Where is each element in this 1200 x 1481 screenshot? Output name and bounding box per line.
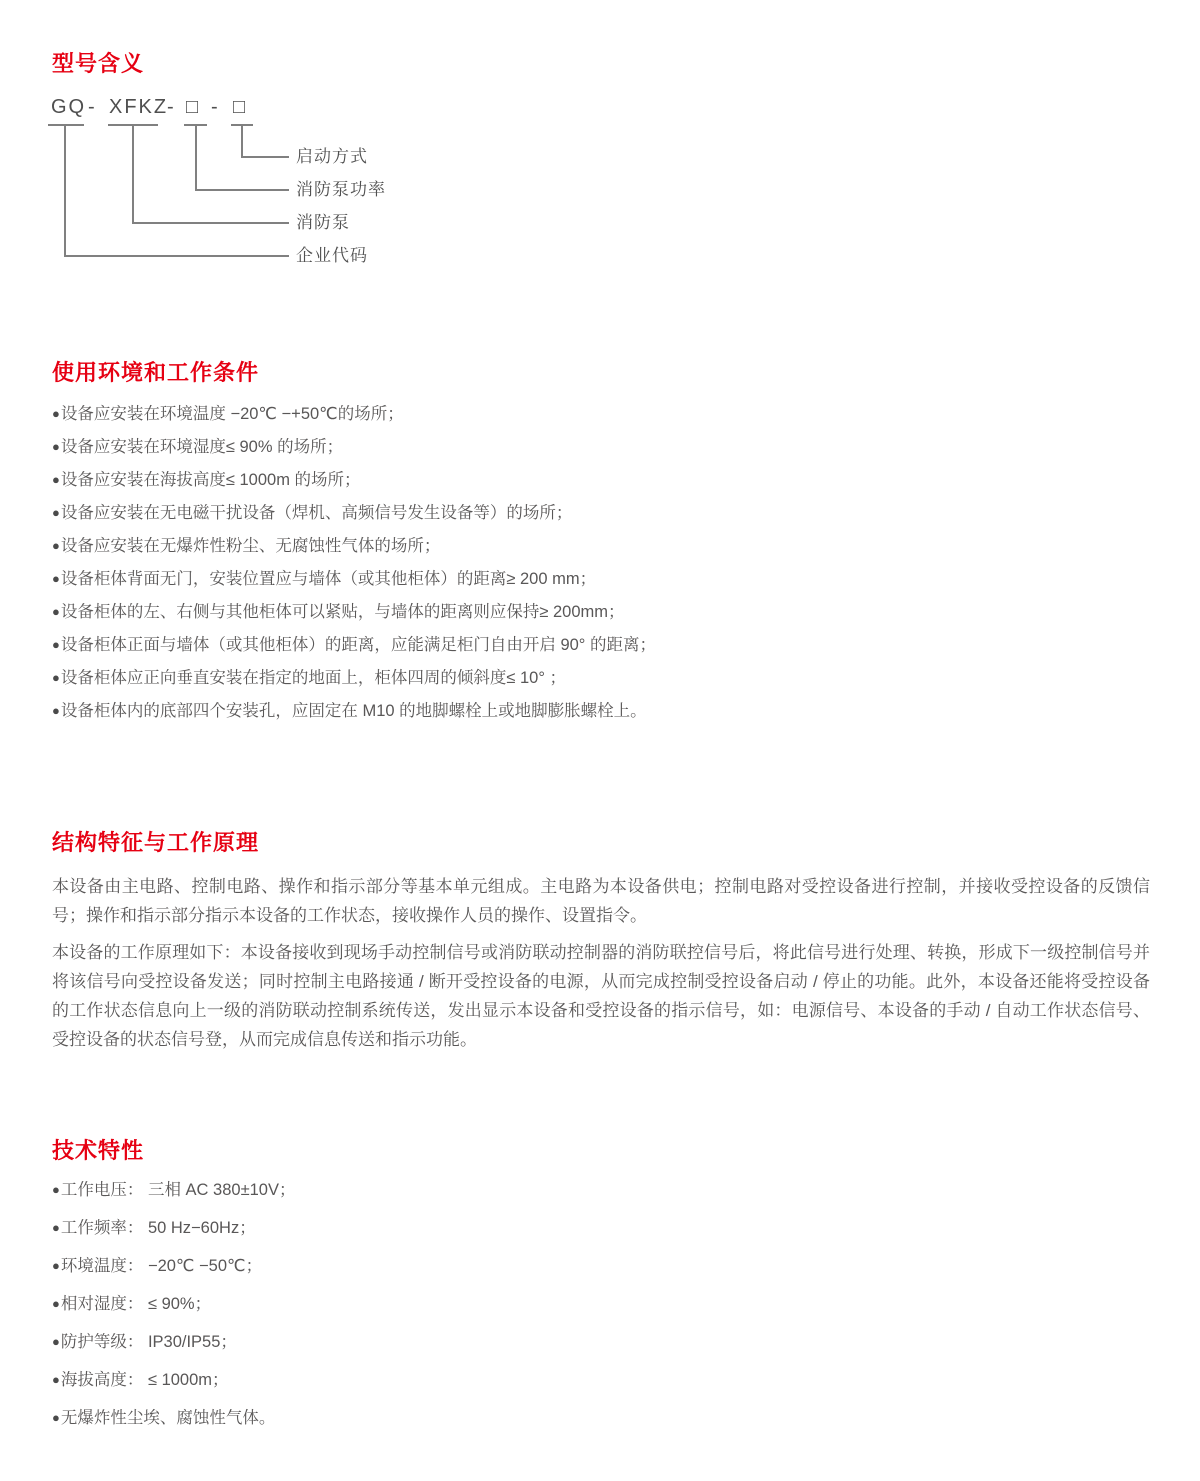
bullet-icon: ● xyxy=(52,1182,60,1197)
bullet-text: 工作频率： 50 Hz−60Hz； xyxy=(60,1219,256,1237)
label-pump-power: 消防泵功率 xyxy=(296,180,386,199)
connector-line xyxy=(195,189,289,191)
bullet-icon: ● xyxy=(52,637,60,652)
bullet-text: 设备应安装在无电磁干扰设备（焊机、高频信号发生设备等）的场所； xyxy=(60,504,573,522)
bullet-text: 无爆炸性尘埃、腐蚀性气体。 xyxy=(60,1409,276,1427)
model-placeholder-box: □ xyxy=(186,96,201,118)
bullet-text: 工作电压： 三相 AC 380±10V； xyxy=(60,1181,296,1199)
bullet-text: 设备应安装在海拔高度≤ 1000m 的场所； xyxy=(60,471,361,489)
model-meaning-title: 型号含义 xyxy=(52,51,145,76)
connector-line xyxy=(195,124,197,191)
list-item xyxy=(52,471,1162,489)
bullet-icon: ● xyxy=(52,1258,60,1273)
connector-line xyxy=(241,124,243,158)
list-item xyxy=(52,702,1162,720)
label-company-code: 企业代码 xyxy=(296,246,368,265)
bullet-icon: ● xyxy=(52,703,60,718)
connector-line xyxy=(64,255,289,257)
bullet-text: 相对湿度： ≤ 90%； xyxy=(60,1295,212,1313)
environment-conditions-list xyxy=(52,405,1162,735)
model-placeholder-box: □ xyxy=(233,96,248,118)
bullet-text: 设备应安装在无爆炸性粉尘、无腐蚀性气体的场所； xyxy=(60,537,441,555)
bullet-icon: ● xyxy=(52,670,60,685)
bullet-text: 设备柜体正面与墙体（或其他柜体）的距离，应能满足柜门自由开启 90° 的距离； xyxy=(60,636,656,654)
model-code-separator: - xyxy=(167,96,176,118)
label-pump: 消防泵 xyxy=(296,213,350,232)
label-start-mode: 启动方式 xyxy=(296,147,368,166)
list-item xyxy=(52,1181,1162,1199)
bullet-icon: ● xyxy=(52,1410,60,1425)
structure-principle-title: 结构特征与工作原理 xyxy=(52,830,260,855)
bullet-icon: ● xyxy=(52,1296,60,1311)
list-item xyxy=(52,1219,1162,1237)
bullet-icon: ● xyxy=(52,1372,60,1387)
model-code-diagram xyxy=(0,96,620,296)
bullet-icon: ● xyxy=(52,472,60,487)
list-item xyxy=(52,1371,1162,1389)
bullet-icon: ● xyxy=(52,571,60,586)
bullet-text: 设备柜体内的底部四个安装孔，应固定在 M10 的地脚螺栓上或地脚膨胀螺栓上。 xyxy=(60,702,647,720)
list-item xyxy=(52,504,1162,522)
bullet-text: 设备柜体应正向垂直安装在指定的地面上，柜体四周的倾斜度≤ 10° ； xyxy=(60,669,567,687)
connector-line xyxy=(64,124,66,257)
structure-principle-text xyxy=(52,872,1150,1054)
model-code-company: GQ xyxy=(51,96,87,118)
paragraph: 本设备由主电路、控制电路、操作和指示部分等基本单元组成。主电路为本设备供电；控制电路对受控设备进行控制，并接收受控设备的反馈信号；操作和指示部分指示本设备的工作状态，接收操作人员的操作、设置指令。 xyxy=(52,877,1150,925)
connector-line xyxy=(132,124,134,224)
bullet-text: 海拔高度： ≤ 1000m； xyxy=(60,1371,229,1389)
underline xyxy=(48,124,84,126)
bullet-icon: ● xyxy=(52,406,60,421)
tech-characteristics-list xyxy=(52,1181,1162,1447)
model-code-product: XFKZ xyxy=(109,96,169,118)
bullet-text: 环境温度： −20℃ −50℃； xyxy=(60,1257,263,1275)
bullet-text: 设备柜体的左、右侧与其他柜体可以紧贴，与墙体的距离则应保持≥ 200mm； xyxy=(60,603,625,621)
list-item xyxy=(52,405,1162,423)
bullet-icon: ● xyxy=(52,604,60,619)
list-item xyxy=(52,570,1162,588)
connector-line xyxy=(241,156,289,158)
bullet-icon: ● xyxy=(52,1220,60,1235)
list-item xyxy=(52,636,1162,654)
bullet-icon: ● xyxy=(52,505,60,520)
environment-conditions-title: 使用环境和工作条件 xyxy=(52,360,260,385)
tech-characteristics-title: 技术特性 xyxy=(52,1138,145,1163)
list-item xyxy=(52,438,1162,456)
list-item xyxy=(52,1409,1162,1427)
list-item xyxy=(52,1333,1162,1351)
model-code-separator: - xyxy=(88,96,97,118)
bullet-icon: ● xyxy=(52,439,60,454)
model-code-separator: - xyxy=(211,96,220,118)
list-item xyxy=(52,1295,1162,1313)
list-item xyxy=(52,1257,1162,1275)
connector-line xyxy=(132,222,289,224)
bullet-text: 设备应安装在环境温度 −20℃ −+50℃的场所； xyxy=(60,405,404,423)
bullet-text: 设备柜体背面无门，安装位置应与墙体（或其他柜体）的距离≥ 200 mm； xyxy=(60,570,597,588)
list-item xyxy=(52,603,1162,621)
list-item xyxy=(52,669,1162,687)
bullet-text: 防护等级： IP30/IP55； xyxy=(60,1333,237,1351)
list-item xyxy=(52,537,1162,555)
bullet-text: 设备应安装在环境湿度≤ 90% 的场所； xyxy=(60,438,344,456)
bullet-icon: ● xyxy=(52,538,60,553)
paragraph: 本设备的工作原理如下：本设备接收到现场手动控制信号或消防联动控制器的消防联控信号后，将此信号进行处理、转换，形成下一级控制信号并将该信号向受控设备发送；同时控制主电路接通 / 断开受控设备的电源，从而完成控制受控设备启动 / 停止的功能。此外，本设备还能将受控设备的工作状态信息向上一级的消防联动控制系统传送，发出显示本设备和受控设备的指示信号，如：电源信号、本设备的手动 / 自动工作状态信号、受控设备的状态信号登，从而完成信息传送和指示功能。 xyxy=(52,943,1150,1049)
bullet-icon: ● xyxy=(52,1334,60,1349)
